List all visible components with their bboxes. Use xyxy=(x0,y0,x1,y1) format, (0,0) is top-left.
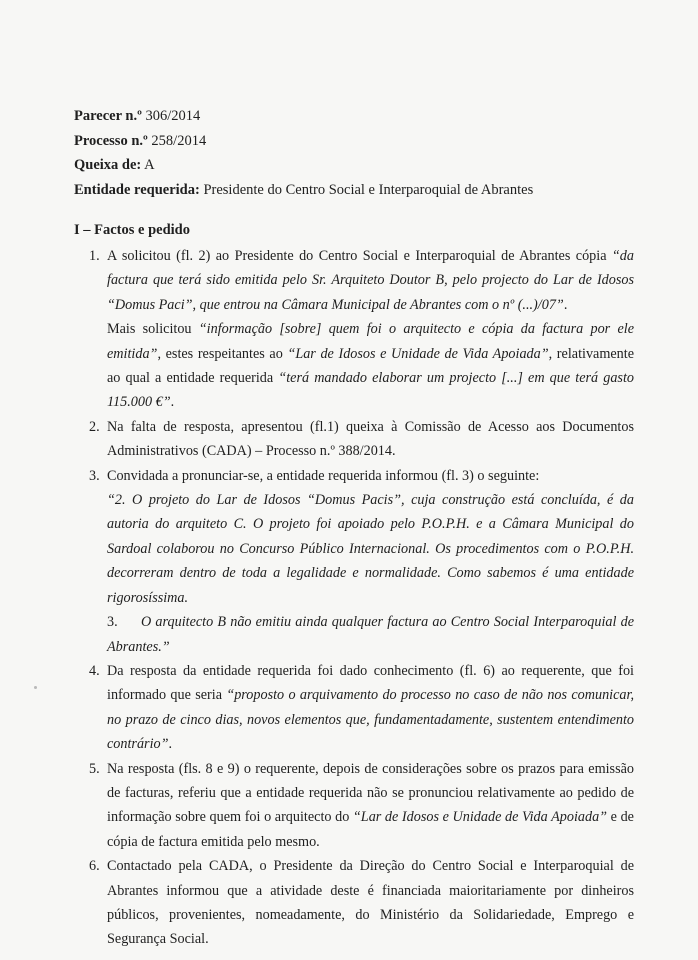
processo-line xyxy=(74,129,533,154)
item-text: , relativamente ao qual a entidade requerida xyxy=(107,345,635,387)
quote-number: 3. xyxy=(107,614,118,631)
item-text: e de cópia de factura emitida pelo mesmo. xyxy=(107,809,634,850)
queixa-label: Queixa de: xyxy=(74,157,142,173)
parecer-value: 306/2014 xyxy=(145,108,201,124)
item-1-paragraph-2 xyxy=(107,317,634,415)
item-text: A solicitou (fl. 2) ao Presidente do Centro Social e Interparoquial de Abrantes cópia xyxy=(107,248,612,264)
parecer-line xyxy=(74,104,533,129)
list-item-3 xyxy=(74,464,634,659)
item-text: Convidada a pronunciar-se, a entidade requerida informou (fl. 3) o seguinte: xyxy=(107,467,540,484)
queixa-line xyxy=(74,153,533,178)
item-quote: “Lar de Idosos e Unidade de Vida Apoiada” xyxy=(352,809,608,826)
scan-speck xyxy=(34,686,37,689)
item-text: Mais solicitou xyxy=(107,321,199,338)
document-header xyxy=(74,104,533,202)
processo-value: 258/2014 xyxy=(151,132,207,149)
item-number: 5. xyxy=(89,760,100,777)
item-text: Contactado pela CADA, o Presidente da Direção do Centro Social e Interparoquial de Abrantes informou que a atividade deste é financiada maioritariamente por dinheiros públicos, provenientes, nomeadamente, do Ministério da Solidariedade, Emprego e Segurança Social. xyxy=(107,858,634,948)
item-quote: “proposto o arquivamento do processo no caso de não nos comunicar, no prazo de cinco dias, novos elementos que, fundamentadamente, sustentem entendimento contrário” xyxy=(107,687,635,753)
item-text: . xyxy=(168,736,173,753)
item-quote: “terá mandado elaborar um projecto [...] em que terá gasto 115.000 €” xyxy=(107,370,634,411)
item-1-paragraph-1 xyxy=(107,244,634,317)
item-text: Na falta de resposta, apresentou (fl.1) queixa à Comissão de Acesso aos Documentos Administrativos (CADA) – Processo n.º 388/2014. xyxy=(107,418,634,460)
item-text: , estes respeitantes ao xyxy=(157,345,288,362)
item-text: Na resposta (fls. 8 e 9) o requerente, depois de considerações sobre os prazos para emissão de facturas, referiu que a entidade requerida não se pronunciou relativamente ao pedido de informação sobre quem foi o arquitecto do xyxy=(107,760,634,826)
parecer-label: Parecer n.º xyxy=(74,108,142,124)
item-4-paragraph xyxy=(107,659,634,757)
item-number: 4. xyxy=(89,662,100,679)
item-number: 1. xyxy=(89,248,100,264)
list-item-1 xyxy=(74,244,634,415)
item-number: 2. xyxy=(89,418,100,435)
list-item-5 xyxy=(74,757,634,855)
item-quote: “informação [sobre] quem foi o arquitecto e cópia da factura por ele emitida” xyxy=(107,321,634,362)
item-number: 6. xyxy=(89,858,100,875)
item-text: . xyxy=(170,394,175,411)
section-title: I – Factos e pedido xyxy=(74,222,190,238)
item-text: Da resposta da entidade requerida foi dado conhecimento (fl. 6) ao requerente, que foi informado que seria xyxy=(107,662,634,704)
item-quote: “2. O projeto do Lar de Idosos “Domus Pacis”, cuja construção está concluída, é da autoria do arquiteto C. O projeto foi apoiado pelo P.O.P.H. e a Câmara Municipal do Sardoal colaborou no Concurso Público Internacional. Os procedimentos com o P.O.P.H. decorreram dentro de toda a legalidade e normalidade. Como sabemos é uma entidade rigorosíssima. xyxy=(107,492,634,606)
list-item-4 xyxy=(74,659,634,757)
item-quote-2 xyxy=(107,610,634,659)
entidade-value: Presidente do Centro Social e Interparoquial de Abrantes xyxy=(203,181,534,198)
entidade-line xyxy=(74,178,533,203)
item-quote: “da factura que terá sido emitida pelo Sr. Arquiteto Doutor B, pelo projecto do Lar de Idosos “Domus Paci”, que entrou na Câmara Municipal de Abrantes com o nº (...)/07” xyxy=(107,248,634,313)
item-number: 3. xyxy=(89,467,100,484)
processo-label: Processo n.º xyxy=(74,132,148,149)
item-quote: “Lar de Idosos e Unidade de Vida Apoiada” xyxy=(287,345,549,362)
list-item-2 xyxy=(74,415,634,464)
item-5-paragraph xyxy=(107,757,634,855)
facts-list xyxy=(74,244,634,952)
list-item-6 xyxy=(74,854,634,952)
item-quote: O arquitecto B não emitiu ainda qualquer factura ao Centro Social Interparoquial de Abrantes.” xyxy=(107,614,634,655)
queixa-value: A xyxy=(144,157,155,173)
item-text: . xyxy=(563,296,568,313)
entidade-label: Entidade requerida: xyxy=(74,181,200,198)
